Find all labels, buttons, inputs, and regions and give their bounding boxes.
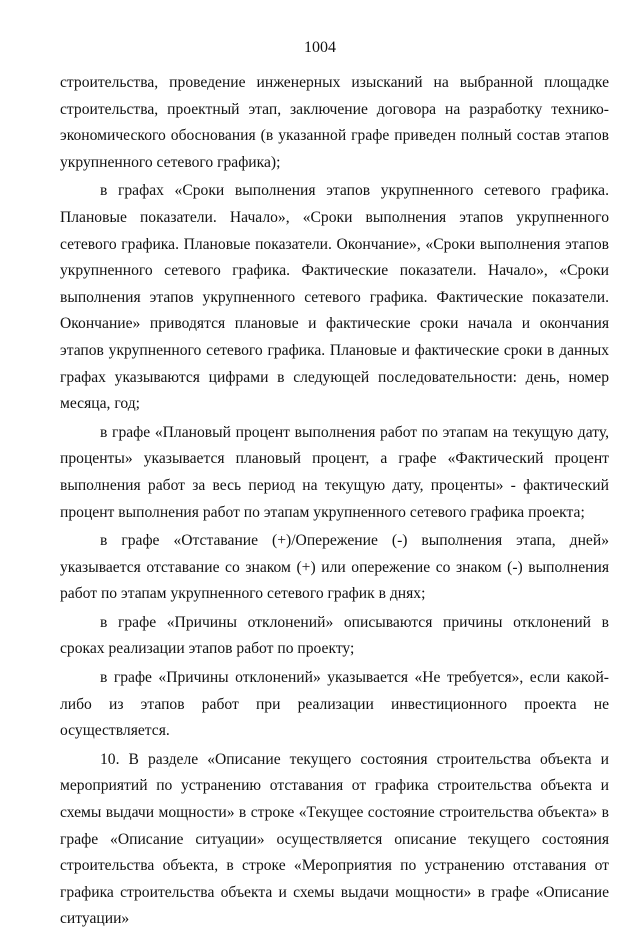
page-number: 1004 <box>304 39 336 56</box>
paragraph-schedule-dates: в графах «Сроки выполнения этапов укрупненного сетевого графика. Плановые показатели. Начало», «Сроки выполнения этапов укрупненного сетевого графика. Плановые показатели. Окончание», «Сроки выполнения этапов укрупненного сетевого графика. Фактические показатели. Начало», «Сроки выполнения этапов укрупненного сетевого графика. Фактические показатели. Окончание» приводятся плановые и фактические сроки начала и окончания этапов укрупненного сетевого графика. Плановые и фактические сроки в данных графах указываются цифрами в следующей последовательности: день, номер месяца, год; <box>60 182 609 413</box>
paragraph-lag-advance: в графе «Отставание (+)/Опережение (-) выполнения этапа, дней» указывается отставание со знаком (+) или опережение со знаком (-) выполнения работ по этапам укрупненного сетевого график в днях; <box>60 532 609 603</box>
paragraph-section-10: 10. В разделе «Описание текущего состояния строительства объекта и мероприятий по устранению отставания от графика строительства объекта и схемы выдачи мощности» в строке «Текущее состояние строительства объекта» в графе «Описание ситуации» осуществляется описание текущего состояния строительства объекта, в строке «Мероприятия по устранению отставания от графика строительства объекта и схемы выдачи мощности» в графе «Описание ситуации» <box>60 750 609 928</box>
paragraph-deviation-reasons: в графе «Причины отклонений» описываются причины отклонений в сроках реализации этапов работ по проекту; <box>60 613 609 658</box>
document-body <box>60 70 609 933</box>
paragraph-not-required: в графе «Причины отклонений» указывается «Не требуется», если какой-либо из этапов работ при реализации инвестиционного проекта не осуществляется. <box>60 669 609 740</box>
paragraph-continuation: строительства, проведение инженерных изысканий на выбранной площадке строительства, проектный этап, заключение договора на разработку технико-экономического обоснования (в указанной графе приведен полный состав этапов укрупненного сетевого графика); <box>60 74 609 171</box>
paragraph-planned-percent: в графе «Плановый процент выполнения работ по этапам на текущую дату, проценты» указывается плановый процент, а графе «Фактический процент выполнения работ за весь период на текущую дату, проценты» - фактический процент выполнения работ по этапам укрупненного сетевого графика проекта; <box>60 423 609 521</box>
